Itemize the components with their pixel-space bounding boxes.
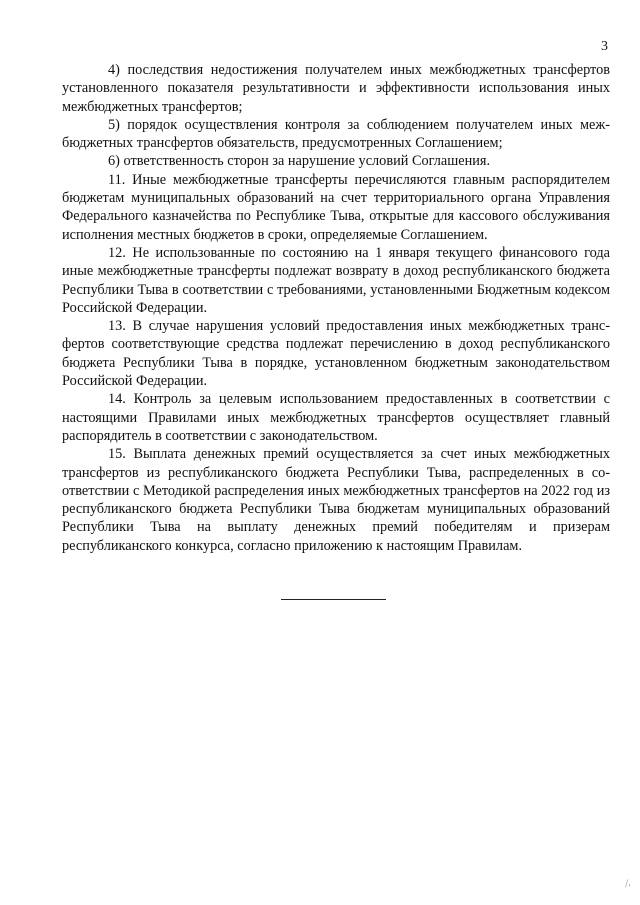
paragraph-item-5: 5) порядок осуществления контроля за соблюдением получателем иных межбюджетных трансфертов обязательств, предусмотренных Соглашением; — [62, 116, 610, 152]
paragraph-13: 13. В случае нарушения условий предоставления иных межбюджетных трансфертов соответствующие средства подлежат перечислению в доход республиканского бюджета Республики Тыва в порядке, установленном бюджетным законодательством Российской Федерации. — [62, 318, 610, 390]
scan-mark-icon: ⁄. — [624, 877, 632, 890]
paragraph-15: 15. Выплата денежных премий осуществляется за счет иных межбюджетных трансфертов из республиканского бюджета Республики Тыва, распределенных в соответствии с Методикой распределения иных межбюджетных трансфертов на 2022 год из республиканского бюджета Республики Тыва бюджетам муниципальных образований Республики Тыва на выплату денежных премий победителям и призерам республиканского конкурса, согласно приложению к настоящим Правилам. — [62, 446, 610, 554]
document-body — [62, 61, 610, 555]
paragraph-item-6: 6) ответственность сторон за нарушение условий Соглашения. — [108, 153, 491, 170]
paragraph-14: 14. Контроль за целевым использованием предоставленных в соответствии с настоящими Правилами иных межбюджетных трансфертов осуществляет главный распорядитель в соответствии с законодательством. — [62, 391, 610, 444]
paragraph-11: 11. Иные межбюджетные трансферты перечисляются главным распорядителем бюджетам муниципальных образований на счет территориального органа Управления Федерального казначейства по Республике Тыва, открытые для кассового обслуживания исполнения местных бюджетов в сроки, определяемые Соглашением. — [62, 171, 610, 243]
page-number: 3 — [601, 39, 608, 54]
paragraph-12: 12. Не использованные по состоянию на 1 января текущего финансового года иные межбюджетные трансферты подлежат возврату в доход республиканского бюджета Республики Тыва в соответствии с требованиями, установленными Бюджетным кодексом Российской Федерации. — [62, 244, 610, 316]
end-separator-line — [281, 599, 386, 600]
paragraph-item-4: 4) последствия недостижения получателем иных межбюджетных трансфертов установленного показателя результативности и эффективности использования иных межбюджетных трансфертов; — [62, 62, 610, 115]
